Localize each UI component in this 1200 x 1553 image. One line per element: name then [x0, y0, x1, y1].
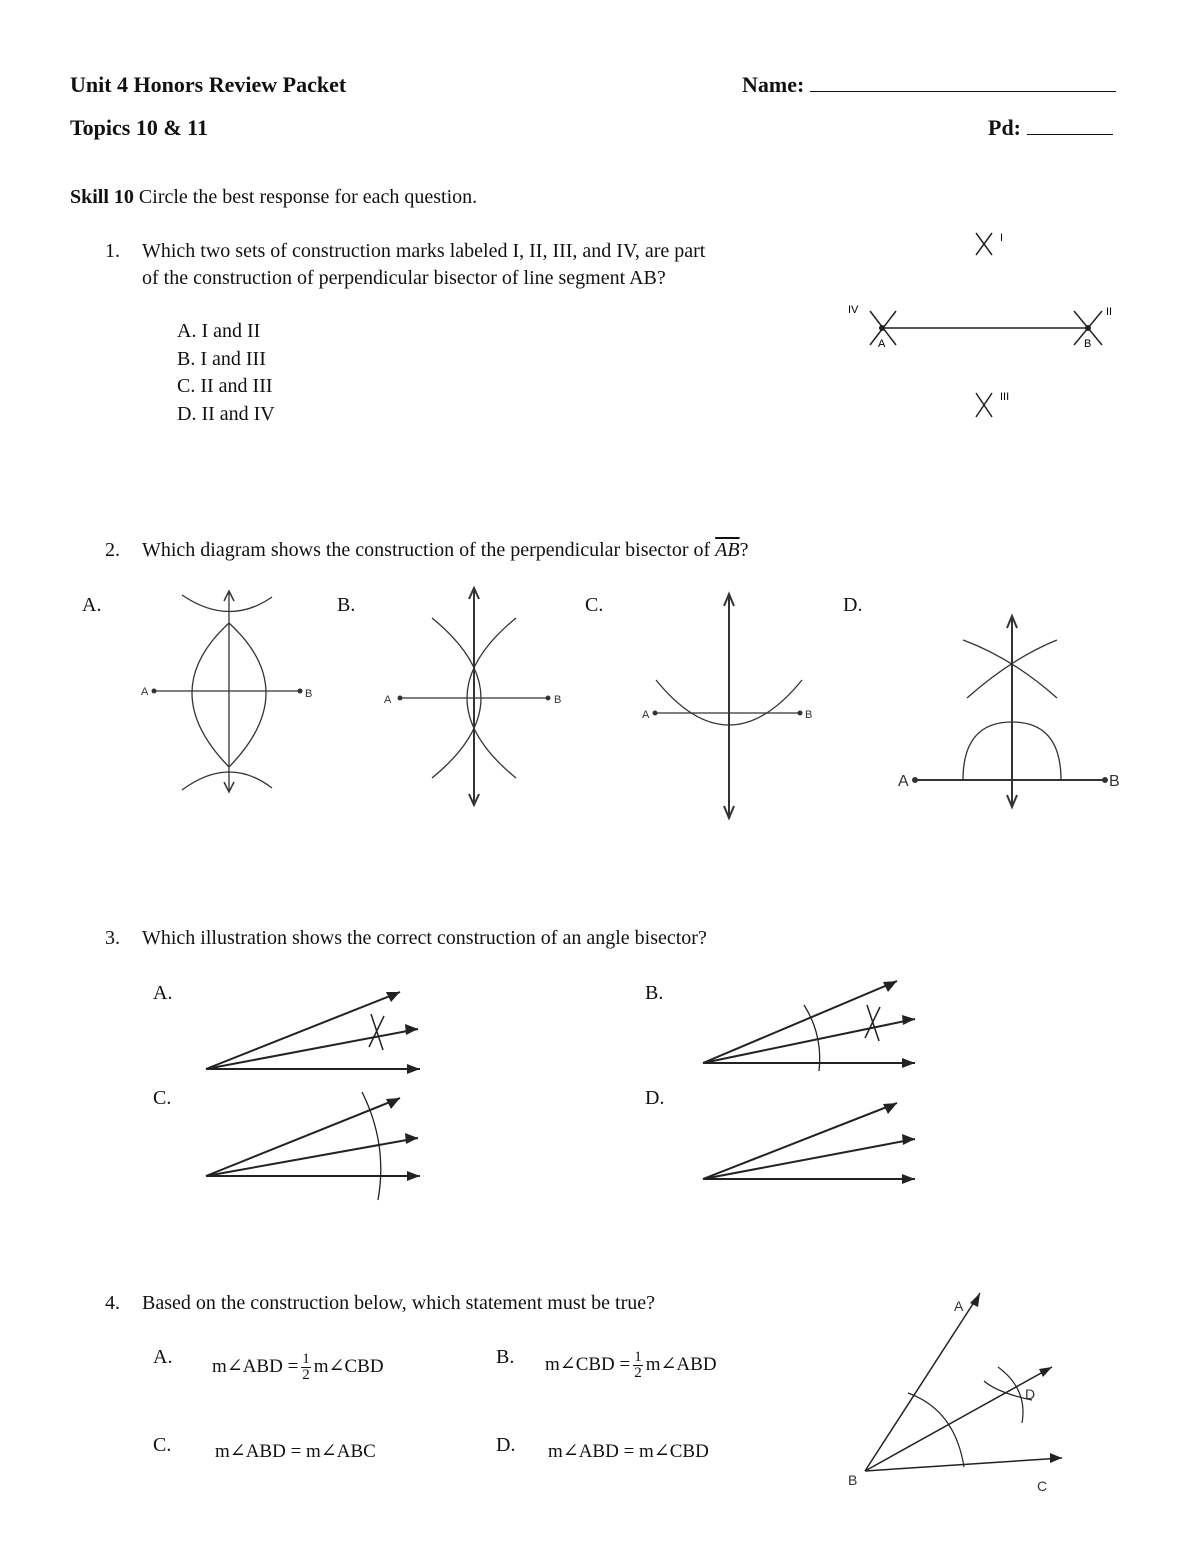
q1-label-ii: II: [1106, 306, 1113, 318]
name-label: Name:: [742, 72, 805, 97]
q2-d-point-b: B: [1109, 773, 1120, 790]
q1-label-i: I: [1000, 232, 1004, 244]
q1-number: 1.: [105, 240, 120, 262]
q4-label-d: D: [1025, 1386, 1036, 1402]
q4-label-b: B: [848, 1472, 858, 1488]
q3-option-c-label[interactable]: C.: [153, 1087, 172, 1109]
pd-field[interactable]: [988, 115, 1113, 141]
q3-option-d-label[interactable]: D.: [645, 1087, 665, 1109]
pd-blank[interactable]: [1027, 134, 1113, 135]
q4-equation-d: m∠ABD = m∠CBD: [548, 1441, 709, 1462]
q2-option-c-label[interactable]: C.: [585, 594, 604, 616]
q4-label-c: C: [1037, 1478, 1048, 1494]
q1-label-b: B: [1084, 338, 1092, 350]
q3-figure-d[interactable]: [697, 1093, 927, 1193]
q1-text-line1: Which two sets of construction marks labeled I, II, III, and IV, are part: [142, 240, 706, 262]
skill-text: Circle the best response for each question.: [138, 186, 478, 208]
q1-figure: [840, 225, 1130, 425]
q2-option-a-label[interactable]: A.: [82, 594, 102, 616]
q2-option-d-label[interactable]: D.: [843, 594, 863, 616]
q2-d-point-a: A: [898, 773, 909, 790]
q4-a-fraction: $\frac{1}{2}$: [302, 1351, 310, 1383]
q4-equation-c: m∠ABD = m∠ABC: [215, 1441, 376, 1462]
packet-subtitle: Topics 10 & 11: [70, 115, 208, 140]
name-field[interactable]: [742, 72, 1116, 98]
q3-text: Which illustration shows the correct construction of an angle bisector?: [142, 927, 707, 949]
q4-option-c-label[interactable]: C.: [153, 1434, 172, 1456]
q3-figure-a[interactable]: [200, 980, 430, 1080]
q3-number: 3.: [105, 927, 120, 949]
q3-option-a-label[interactable]: A.: [153, 982, 173, 1004]
packet-title: Unit 4 Honors Review Packet: [70, 72, 347, 97]
q1-point-a-dot: [879, 325, 885, 331]
q2-diagram-c[interactable]: [640, 590, 825, 822]
q1-choice-c[interactable]: C. II and III: [177, 375, 273, 397]
q4-option-b-label[interactable]: B.: [496, 1346, 515, 1368]
q1-mark-i: [976, 233, 992, 255]
q3-figure-c[interactable]: [200, 1088, 430, 1203]
q4-text: Based on the construction below, which statement must be true?: [142, 1292, 656, 1314]
q3-option-b-label[interactable]: B.: [645, 982, 664, 1004]
q4-ray-ba: [865, 1293, 980, 1471]
q2-option-b-label[interactable]: B.: [337, 594, 356, 616]
q4-option-a-label[interactable]: A.: [153, 1346, 173, 1368]
skill-label: Skill 10: [70, 186, 134, 208]
q2-c-point-b: B: [805, 709, 813, 721]
q2-a-point-b: B: [305, 688, 313, 700]
q2-question: [142, 539, 748, 562]
q4-arc: [908, 1393, 964, 1467]
q4-equation-a: m∠ABD = $\frac{1}{2}$ m∠CBD: [212, 1351, 384, 1383]
q1-label-iii: III: [1000, 391, 1010, 403]
q4-number: 4.: [105, 1292, 120, 1314]
q1-mark-iii: [976, 393, 992, 417]
q4-figure: [840, 1285, 1080, 1500]
q1-text-line2: of the construction of perpendicular bisector of line segment AB?: [142, 267, 666, 289]
q1-point-b-dot: [1085, 325, 1091, 331]
q2-qmark: ?: [739, 539, 749, 561]
q2-b-point-b: B: [554, 694, 562, 706]
q4-equation-b: m∠CBD = $\frac{1}{2}$ m∠ABD: [545, 1349, 717, 1381]
q2-diagram-a[interactable]: [140, 585, 320, 800]
q4-b-fraction: $\frac{1}{2}$: [634, 1349, 642, 1381]
q1-choice-b[interactable]: B. I and III: [177, 347, 266, 370]
q2-number: 2.: [105, 539, 120, 561]
q2-diagram-d[interactable]: [895, 610, 1130, 810]
q4-label-a: A: [954, 1298, 964, 1314]
q1-choice-a[interactable]: A. I and II: [177, 320, 261, 342]
q1-label-iv: IV: [848, 304, 859, 316]
q2-a-point-a: A: [141, 686, 149, 698]
q2-diagram-b[interactable]: [380, 585, 570, 810]
skill-instruction: [70, 186, 477, 209]
q1-label-a: A: [878, 338, 886, 350]
q2-segment-ab: $\overline{AB}$: [715, 539, 740, 561]
q2-b-point-a: A: [384, 694, 392, 706]
pd-label: Pd:: [988, 115, 1021, 140]
q3-figure-b[interactable]: [697, 975, 927, 1075]
q1-choice-d[interactable]: D. II and IV: [177, 402, 275, 425]
q4-option-d-label[interactable]: D.: [496, 1434, 516, 1456]
q4-ray-bd: [865, 1367, 1052, 1471]
q2-c-point-a: A: [642, 709, 650, 721]
name-blank[interactable]: [810, 91, 1116, 92]
q2-text: Which diagram shows the construction of the perpendicular bisector of: [142, 539, 711, 561]
